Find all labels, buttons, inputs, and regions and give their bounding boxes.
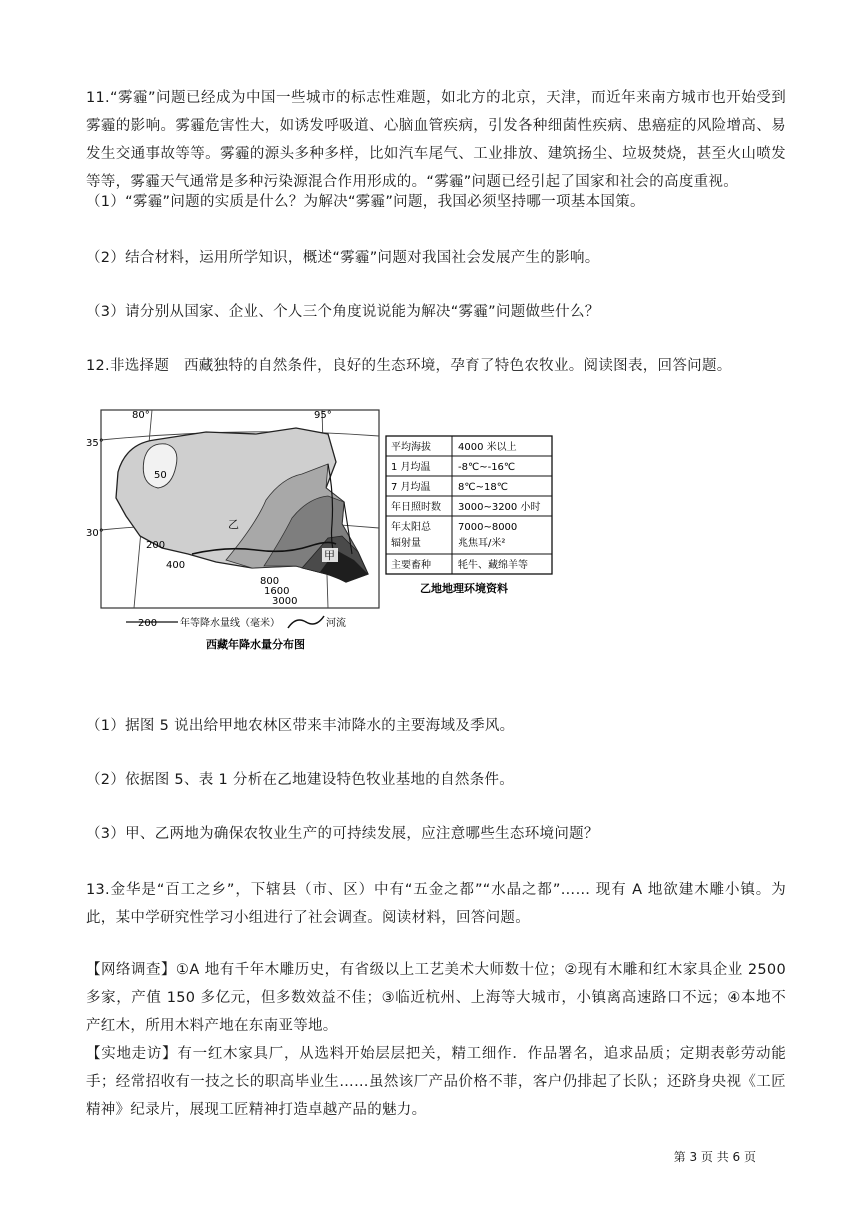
q11-sub1: （1）“雾霾”问题的实质是什么？为解决“雾霾”问题，我国必须坚持哪一项基本国策。 xyxy=(86,194,645,210)
table-key: 平均海拔 xyxy=(391,442,431,453)
q12-sub1: （1）据图 5 说出给甲地农林区带来丰沛降水的主要海域及季风。 xyxy=(86,718,515,734)
table-value: 3000~3200 小时 xyxy=(458,502,541,513)
q11-sub3: （3）请分别从国家、企业、个人三个角度说说能为解决“雾霾”问题做些什么？ xyxy=(86,304,600,320)
table-value: -8℃~-16℃ xyxy=(458,462,516,473)
table-value: 牦牛、藏绵羊等 xyxy=(458,560,528,571)
legend-isohyet-number: 200 xyxy=(138,618,158,629)
q12-sub3: （3）甲、乙两地为确保农牧业生产的可持续发展，应注意哪些生态环境问题？ xyxy=(86,826,599,842)
label-lon-80: 80° xyxy=(132,410,150,421)
table-key: 7 月均温 xyxy=(391,482,431,493)
table-key: 年太阳总 xyxy=(391,522,431,533)
table-caption: 乙地地理环境资料 xyxy=(420,582,508,595)
label-lat-35: 35° xyxy=(86,438,104,449)
label-place-yi: 乙 xyxy=(228,518,239,531)
label-place-jia: 甲 xyxy=(324,549,335,562)
table-key: 主要畜种 xyxy=(391,560,431,571)
label-iso-50: 50 xyxy=(154,470,167,481)
q12-stem: 12.非选择题 西藏独特的自然条件，良好的生态环境，孕育了特色农牧业。阅读图表，回答问题。 xyxy=(86,358,732,374)
table-value: 4000 米以上 xyxy=(458,442,517,453)
table-key: 年日照时数 xyxy=(391,502,441,513)
q13-stem: 13.金华是“百工之乡”，下辖县（市、区）中有“五金之都”“水晶之都”…… 现有 A 地欲建木雕小镇。为此，某中学研究性学习小组进行了社会调查。阅读材料，回答问题。 xyxy=(86,882,786,926)
table-value-line2: 兆焦耳/米² xyxy=(458,538,506,549)
label-lon-95: 95° xyxy=(314,410,332,421)
tibet-figure xyxy=(86,404,566,664)
label-iso-400: 400 xyxy=(166,560,186,571)
map-caption: 西藏年降水量分布图 xyxy=(206,638,305,651)
q12-sub2: （2）依据图 5、表 1 分析在乙地建设特色牧业基地的自然条件。 xyxy=(86,772,515,788)
q13-web-survey: 【网络调查】①A 地有千年木雕历史，有省级以上工艺美术大师数十位；②现有木雕和红木家具企业 2500 多家，产值 150 多亿元，但多数效益不佳；③临近杭州、上海等大城市，小镇离高速路口不远；④本地不产红木，所用木料产地在东南亚等地。 xyxy=(86,962,786,1034)
table-value: 8℃~18℃ xyxy=(458,482,508,493)
table-key: 1 月均温 xyxy=(391,462,431,473)
tibet-precipitation-map xyxy=(86,404,566,664)
q13-field-visit: 【实地走访】有一红木家具厂，从选料开始层层把关，精工细作．作品署名，追求品质；定期表彰劳动能手；经常招收有一技之长的职高毕业生……虽然该厂产品价格不菲，客户仍排起了长队；还跻身央视《工匠精神》纪录片，展现工匠精神打造卓越产品的魅力。 xyxy=(86,1046,786,1118)
label-iso-3000: 3000 xyxy=(272,596,298,607)
page-footer: 第 3 页 共 6 页 xyxy=(673,1150,756,1164)
q11-sub2: （2）结合材料，运用所学知识，概述“雾霾”问题对我国社会发展产生的影响。 xyxy=(86,250,600,266)
legend-isohyet-label: 年等降水量线（毫米） xyxy=(180,618,280,629)
table-value: 7000~8000 xyxy=(458,522,518,533)
label-iso-800: 800 xyxy=(260,576,280,587)
q11-stem: 11.“雾霾”问题已经成为中国一些城市的标志性难题，如北方的北京，天津，而近年来南方城市也开始受到雾霾的影响。雾霾危害性大，如诱发呼吸道、心脑血管疾病，引发各种细菌性疾病、患癌症的风险增高、易发生交通事故等等。雾霾的源头多种多样，比如汽车尾气、工业排放、建筑扬尘、垃圾焚烧，甚至火山喷发等等，雾霾天气通常是多种污染源混合作用形成的。“雾霾”问题已经引起了国家和社会的高度重视。 xyxy=(86,90,786,190)
yi-environment-table xyxy=(386,436,552,574)
table-key-line2: 辐射量 xyxy=(391,538,421,549)
label-lat-30: 30° xyxy=(86,528,104,539)
legend-river-symbol xyxy=(288,616,324,628)
label-iso-200: 200 xyxy=(146,540,166,551)
label-iso-1600: 1600 xyxy=(264,586,290,597)
legend-river-label: 河流 xyxy=(326,618,346,629)
